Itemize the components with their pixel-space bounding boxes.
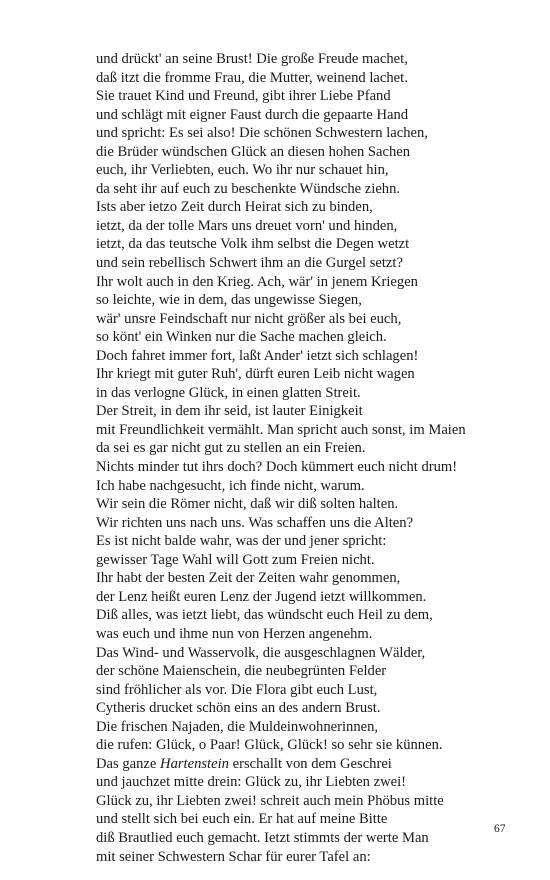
page-number: 67: [494, 823, 506, 835]
verse-text: so könt' ein Winken nur die Sache machen gleich.: [96, 329, 387, 346]
verse-line: [96, 198, 536, 217]
verse-text: mit seiner Schwestern Schar für eurer Tafel an:: [96, 848, 371, 865]
verse-text: sind fröhlicher als vor. Die Flora gibt euch Lust,: [96, 681, 378, 698]
verse-text: Nichts minder tut ihrs doch? Doch kümmert euch nicht drum!: [96, 459, 458, 476]
verse-line: [96, 755, 536, 774]
verse-line: [96, 50, 536, 69]
verse-text: gewisser Tage Wahl will Gott zum Freien nicht.: [96, 551, 375, 568]
verse-line: [96, 810, 536, 829]
verse-text: Diß alles, was ietzt liebt, das wündscht euch Heil zu dem,: [96, 607, 433, 624]
poem-text: [96, 50, 536, 866]
verse-line: [96, 291, 536, 310]
verse-text: Wir sein die Römer nicht, daß wir diß solten halten.: [96, 496, 399, 513]
verse-text: in das verlogne Glück, in einen glatten Streit.: [96, 384, 361, 401]
verse-text: und stellt sich bei euch ein. Er hat auf meine Bitte: [96, 811, 388, 828]
verse-text: Ists aber ietzo Zeit durch Heirat sich zu binden,: [96, 199, 373, 216]
verse-text: und spricht: Es sei also! Die schönen Schwestern lachen,: [96, 125, 428, 142]
verse-text: wär' unsre Feindschaft nur nicht größer als bei euch,: [96, 310, 402, 327]
verse-line: [96, 365, 536, 384]
verse-line: [96, 347, 536, 366]
verse-text: Die frischen Najaden, die Muldeinwohnerinnen,: [96, 718, 379, 735]
verse-line: [96, 829, 536, 848]
verse-text: was euch und ihme nun von Herzen angenehm.: [96, 625, 373, 642]
verse-text: und schlägt mit eigner Faust durch die gepaarte Hand: [96, 106, 409, 123]
verse-text: Das Wind- und Wasservolk, die ausgeschlagnen Wälder,: [96, 644, 426, 661]
verse-line: [96, 644, 536, 663]
verse-line: [96, 235, 536, 254]
verse-text: so leichte, wie in dem, das ungewisse Siegen,: [96, 292, 362, 309]
verse-text: der Lenz heißt euren Lenz der Jugend ietzt willkommen.: [96, 588, 427, 605]
verse-line: [96, 310, 536, 329]
verse-line: [96, 514, 536, 533]
verse-line: [96, 458, 536, 477]
verse-text: erschallt von dem Geschrei: [228, 755, 392, 772]
verse-text: mit Freundlichkeit vermählt. Man spricht auch sonst, im Maien: [96, 421, 466, 438]
verse-text: da sei es gar nicht gut zu stellen an ein Freien.: [96, 440, 366, 457]
verse-line: [96, 773, 536, 792]
verse-line: [96, 551, 536, 570]
verse-text: ietzt, da der tolle Mars uns dreuet vorn' und hinden,: [96, 217, 398, 234]
verse-line: [96, 273, 536, 292]
verse-text: Das ganze: [96, 755, 161, 772]
verse-text: da seht ihr auf euch zu beschenkte Wündsche ziehn.: [96, 180, 401, 197]
verse-text: ietzt, da das teutsche Volk ihm selbst die Degen wetzt: [96, 236, 410, 253]
verse-line: [96, 625, 536, 644]
verse-line: [96, 792, 536, 811]
verse-line: [96, 69, 536, 88]
verse-line: [96, 180, 536, 199]
verse-line: [96, 588, 536, 607]
verse-text: der schöne Maienschein, die neubegrünten Felder: [96, 663, 387, 680]
verse-text: Es ist nicht balde wahr, was der und jener spricht:: [96, 533, 387, 550]
verse-text: Ihr wolt auch in den Krieg. Ach, wär' in jenem Kriegen: [96, 273, 418, 290]
verse-text: und drückt' an seine Brust! Die große Freude machet,: [96, 51, 408, 67]
verse-line: [96, 736, 536, 755]
verse-text: Ihr habt der besten Zeit der Zeiten wahr genommen,: [96, 570, 401, 587]
verse-line: [96, 328, 536, 347]
verse-text: Sie trauet Kind und Freund, gibt ihrer Liebe Pfand: [96, 88, 391, 105]
verse-line: [96, 87, 536, 106]
verse-line: [96, 384, 536, 403]
verse-line: [96, 606, 536, 625]
verse-line: [96, 217, 536, 236]
verse-text: Ihr kriegt mit guter Ruh', dürft euren Leib nicht wagen: [96, 366, 415, 383]
verse-text: Cytheris drucket schön eins an des andern Brust.: [96, 700, 381, 717]
verse-text: Ich habe nachgesucht, ich finde nicht, warum.: [96, 477, 365, 494]
verse-text: Wir richten uns nach uns. Was schaffen uns die Alten?: [96, 514, 414, 531]
verse-italic-text: Hartenstein: [160, 755, 229, 772]
verse-text: Der Streit, in dem ihr seid, ist lauter Einigkeit: [96, 403, 363, 420]
verse-line: [96, 143, 536, 162]
verse-text: Glück zu, ihr Liebten zwei! schreit auch mein Phöbus mitte: [96, 792, 444, 809]
verse-line: [96, 421, 536, 440]
verse-line: [96, 254, 536, 273]
verse-line: [96, 124, 536, 143]
verse-line: [96, 699, 536, 718]
verse-text: euch, ihr Verliebten, euch. Wo ihr nur schauet hin,: [96, 162, 389, 179]
verse-line: [96, 402, 536, 421]
verse-line: [96, 495, 536, 514]
verse-line: [96, 106, 536, 125]
verse-text: Doch fahret immer fort, laßt Ander' ietzt sich schlagen!: [96, 347, 419, 364]
verse-line: [96, 662, 536, 681]
verse-text: daß itzt die fromme Frau, die Mutter, weinend lachet.: [96, 69, 408, 86]
verse-text: die Brüder wündschen Glück an diesen hohen Sachen: [96, 143, 411, 160]
verse-text: und sein rebellisch Schwert ihm an die Gurgel setzt?: [96, 255, 403, 272]
verse-line: [96, 569, 536, 588]
verse-line: [96, 477, 536, 496]
verse-text: und jauchzet mitte drein: Glück zu, ihr Liebten zwei!: [96, 774, 407, 791]
verse-text: diß Brautlied euch gemacht. Ietzt stimmts der werte Man: [96, 829, 429, 846]
verse-line: [96, 718, 536, 737]
verse-line: [96, 681, 536, 700]
verse-line: [96, 439, 536, 458]
verse-line: [96, 161, 536, 180]
verse-line: [96, 848, 536, 867]
verse-line: [96, 532, 536, 551]
verse-text: die rufen: Glück, o Paar! Glück, Glück! so sehr sie künnen.: [96, 737, 443, 754]
